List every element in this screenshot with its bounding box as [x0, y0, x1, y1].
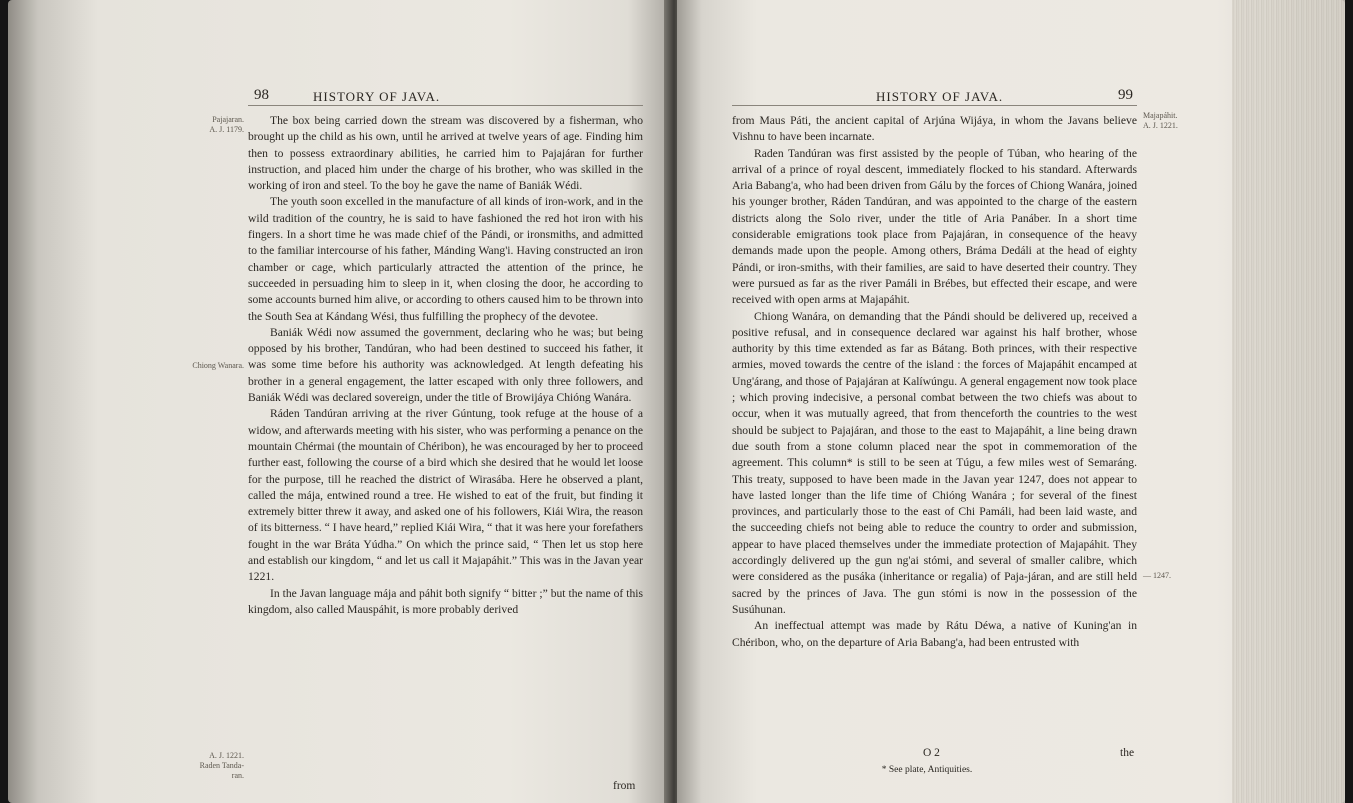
left-page	[8, 0, 673, 803]
paragraph: Chiong Wanára, on demanding that the Pándi should be delivered up, received a positive refusal, and in consequence declared war against his half brother, whose authority by this time extended as far as Bátang. Both princes, with their respective armies, moved towards the centre of the island : the forces of Majapáhit encamped at Ung'árang, and those of Pajajáran at Kalíwúngu. A general engagement now took place ; which proving indecisive, a personal combat between the two chiefs was about to occur, when it was mutually agreed, that from thenceforth the countries to the west should be subject to Pajajáran, and those to the east to Majapáhit, a line being drawn due south from a stone column placed near the spot in commemoration of the agreement. This column* is still to be seen at Túgu, a few miles west of Semaráng. This treaty, supposed to have been made in the Javan year 1247, does not appear to have lasted longer than the life time of Chióng Wanára ; for several of the finest provinces, and particularly those to the east of Chi Pamáli, had been laid waste, and the succeeding chiefs not being able to reduce the country to order and submission, appear to have placed themselves under the immediate protection of Majapáhit. They accordingly delivered up the gun ng'ai stómi, and several of smaller calibre, which were considered as the pusáka (inheritance or regalia) of Paja-járan, and are still held sacred by the princes of Java. The gun stómi is now in the possession of the Susúhunan.	[732, 309, 1137, 616]
paragraph: Baniák Wédi now assumed the government, declaring who he was; but being opposed by his brother, Tandúran, who had been destined to succeed his father, it was some time before his authority was acknowledged. At length defeating his brother in a general engagement, the latter escaped with only three followers, and Baniák Wédi was declared sovereign, under the title of Browijáya Chióng Wanára.	[248, 325, 643, 405]
paragraph: Ráden Tandúran arriving at the river Gúntung, took refuge at the house of a widow, and afterwards meeting with his sister, who was performing a penance on the mountain Chérmai (the mountain of Chéribon), he was encouraged by her to proceed further east, following the course of a bird which she desired that he would let loose for the purpose, till he reached the district of Wirasába. Here he observed a plant, called the mája, entwined round a tree. He wished to eat of the fruit, but finding it extremely bitter threw it away, and asked one of his followers, Kiái Wira, the reason of its bitterness. “ I have heard,” replied Kiái Wira, “ that it was here your forefathers fought in the war Bráta Yúdha.” On which the prince said, “ Then let us stop here and establish our kingdom, “ and let us call it Majapáhit.” This was in the Javan year 1221.	[248, 407, 643, 584]
header-rule	[732, 105, 1137, 106]
header-rule	[248, 105, 643, 106]
margin-note: Chiong Wanara.	[192, 361, 244, 370]
page-number: 99	[1118, 87, 1133, 103]
page-number: 98	[254, 87, 269, 103]
body-text	[732, 113, 1137, 651]
paragraph: Raden Tandúran was first assisted by the people of Túban, who hearing of the arrival of a prince of royal descent, immediately flocked to his standard. Afterwards Aria Babang'a, who had been driven from Gálu by the forces of Chiong Wanára, joined his younger brother, Ráden Tandúran, and was appointed to the charge of the eastern districts along the Solo river, under the title of Aria Panáber. In a short time considerable emigrations took place from Pajajáran, in consequence of the heavy demands made upon the people. Among others, Bráma Dedáli at the head of eighty Pándi, or iron-smiths, with their families, are said to have deserted their country. They were pursued as far as the river Pamáli in Brébes, but effected their escape, and were received with open arms at Majapáhit.	[732, 146, 1137, 307]
footnote: * See plate, Antiquities.	[881, 765, 973, 775]
page-edges	[1232, 0, 1345, 803]
paragraph: An ineffectual attempt was made by Rátu Déwa, a native of Kuning'an in Chéribon, who, on the departure of Aria Babang'a, had been entrusted with	[732, 619, 1137, 649]
catchword: the	[1120, 747, 1135, 759]
running-head: HISTORY OF JAVA.	[876, 89, 1004, 104]
margin-note: A. J. 1221. Raden Tanda- ran.	[199, 751, 244, 780]
running-head: HISTORY OF JAVA.	[313, 89, 441, 104]
paragraph: The youth soon excelled in the manufacture of all kinds of iron-work, and in the wild tradition of the country, he is said to have fashioned the red hot iron with his fingers. In a short time he was made chief of the Pándi, or ironsmiths, and admitted to the familiar intercourse of his father, Mánding Wang'i. Having constructed an iron chamber or cage, which particularly attracted the attention of the prince, he succeeded in persuading him to sleep in it, when closing the door, he according to some accounts burned him alive, or according to others caused him to be thrown into the South Sea at Kándang Wési, thus fulfilling the prophecy of the devotee.	[248, 195, 643, 323]
margin-note: Pajajaran. A. J. 1179.	[209, 115, 244, 134]
margin-note: — 1247.	[1143, 571, 1171, 580]
paragraph: The box being carried down the stream was discovered by a fisherman, who brought up the child as his own, until he arrived at twelve years of age. Finding him then to possess extraordinary abilities, he carried him to Pajajáran for further instruction, and placed him under the charge of his brother, who was skilled in the working of iron and steel. To the boy he gave the name of Baniák Wédi.	[248, 114, 643, 193]
body-text	[248, 113, 643, 618]
margin-note: Majapáhit. A. J. 1221.	[1143, 111, 1178, 130]
signature-mark: O 2	[923, 747, 940, 759]
paragraph: In the Javan language mája and páhit both signify “ bitter ;” but the name of this kingdom, also called Mauspáhit, is more probably derived	[248, 586, 643, 616]
paragraph: from Maus Páti, the ancient capital of Arjúna Wijáya, in whom the Javans believe Vishnu to have been incarnate.	[732, 114, 1137, 144]
catchword: from	[613, 780, 636, 792]
